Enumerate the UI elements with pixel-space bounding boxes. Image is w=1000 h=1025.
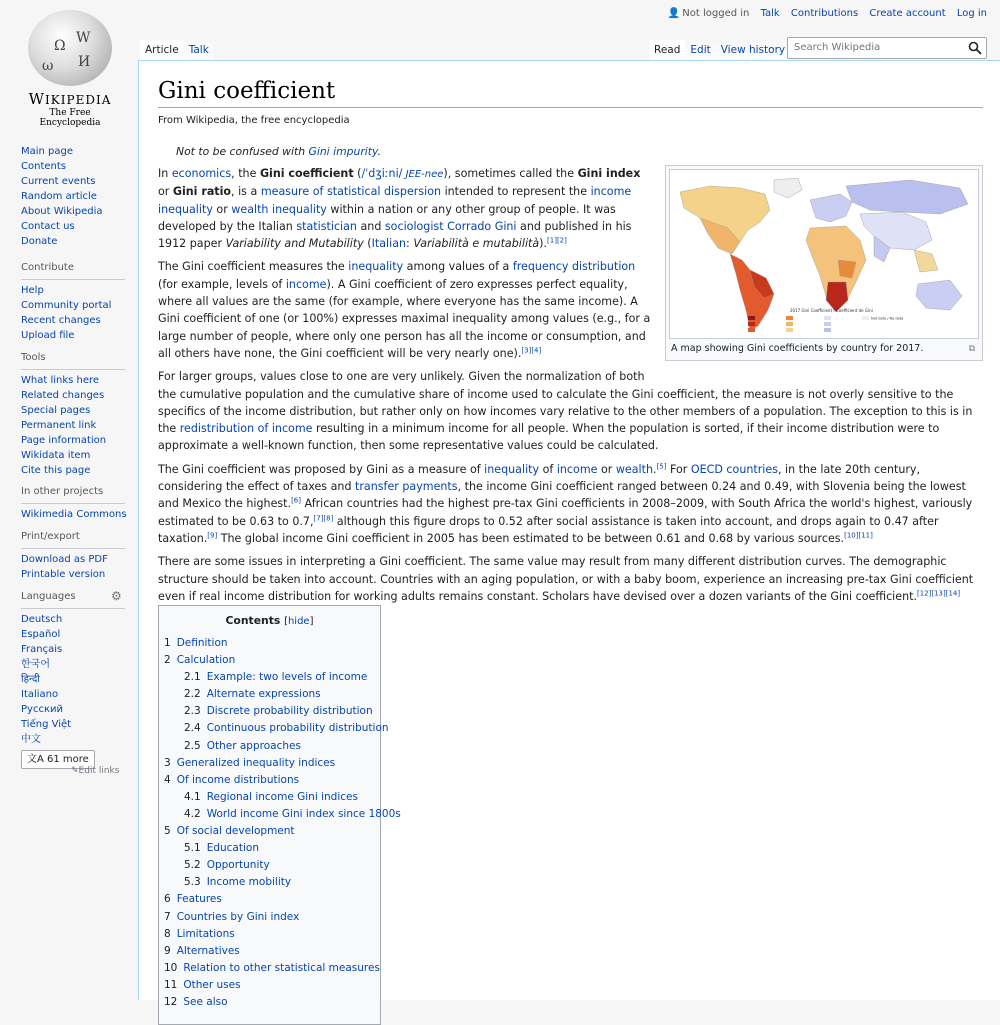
toc-number: 5.1 bbox=[184, 842, 201, 855]
link-income-inequality[interactable]: income inequality bbox=[158, 185, 632, 216]
article-body bbox=[158, 165, 983, 611]
tab-read[interactable]: Read bbox=[649, 40, 685, 63]
toc-item[interactable] bbox=[159, 806, 401, 823]
toc-number: 5.3 bbox=[184, 876, 201, 889]
translate-icon: 文A bbox=[27, 754, 44, 765]
toc-link[interactable]: Discrete probability distribution bbox=[206, 705, 373, 718]
toc-link[interactable]: Countries by Gini index bbox=[176, 910, 300, 923]
nav-tools bbox=[21, 350, 125, 478]
link-inequality-2[interactable]: inequality bbox=[484, 462, 540, 476]
puzzle-globe-icon: Ω W И ω bbox=[28, 10, 112, 86]
toc-link[interactable]: Features bbox=[176, 893, 222, 906]
toc-link[interactable]: Of income distributions bbox=[176, 773, 300, 786]
toc-item[interactable] bbox=[159, 755, 380, 772]
toc-number: 3 bbox=[164, 756, 171, 769]
toc-number: 2.3 bbox=[184, 705, 201, 718]
nav-permanent-link[interactable]: Permanent link bbox=[21, 420, 97, 431]
lang-chinese[interactable]: 中文 bbox=[21, 734, 41, 745]
link-statistician[interactable]: statistician bbox=[296, 219, 357, 233]
world-map-image bbox=[670, 170, 978, 338]
tools-heading: Tools bbox=[21, 352, 46, 363]
toc-item[interactable] bbox=[159, 703, 380, 720]
toc-link[interactable]: World income Gini index since 1800s bbox=[206, 807, 401, 820]
toc-link[interactable]: Other approaches bbox=[206, 739, 301, 752]
toc-number: 1 bbox=[164, 637, 171, 649]
nav-community-portal[interactable]: Community portal bbox=[21, 300, 112, 311]
page-title: Gini coefficient bbox=[158, 78, 336, 104]
toc-item[interactable] bbox=[159, 823, 380, 840]
toc-number: 6 bbox=[164, 893, 171, 906]
bold-gini-ratio: Gini ratio bbox=[172, 185, 232, 199]
bold-gini-coefficient: Gini coefficient bbox=[259, 167, 354, 180]
hatnote-suffix: . bbox=[377, 145, 381, 158]
lang-hindi[interactable]: हिन्दी bbox=[21, 674, 40, 685]
toc-title: Contents [hide] bbox=[225, 614, 314, 627]
nav-languages bbox=[21, 589, 125, 769]
toc-item[interactable] bbox=[159, 874, 380, 891]
search-icon[interactable] bbox=[968, 41, 982, 55]
content-area bbox=[138, 60, 1000, 1008]
toc-item[interactable] bbox=[159, 686, 380, 703]
toc-item[interactable] bbox=[159, 738, 380, 755]
nav-projects bbox=[21, 484, 127, 522]
logo-wordmark: WIKIPEDIA bbox=[28, 90, 112, 108]
link-oecd-countries[interactable]: OECD countries bbox=[690, 462, 778, 476]
ref-10-11[interactable]: [10][11] bbox=[844, 531, 873, 540]
toc-link[interactable]: Alternate expressions bbox=[206, 688, 321, 701]
user-icon: 👤 bbox=[667, 8, 681, 19]
nav-recent-changes[interactable]: Recent changes bbox=[21, 315, 101, 326]
toc-item[interactable] bbox=[159, 994, 380, 1011]
nav-main bbox=[21, 144, 103, 249]
toc-item[interactable] bbox=[159, 772, 380, 789]
link-inequality[interactable]: inequality bbox=[348, 260, 404, 274]
ref-3-4[interactable]: [3][4] bbox=[521, 346, 542, 355]
toc-item[interactable] bbox=[159, 720, 389, 737]
tab-view-history[interactable]: View history bbox=[716, 40, 790, 63]
nav-donate[interactable]: Donate bbox=[21, 236, 58, 247]
search-placeholder: Search Wikipedia bbox=[794, 42, 881, 53]
link-pronunciation[interactable]: JEE-nee bbox=[402, 169, 444, 180]
nav-main-page[interactable]: Main page bbox=[21, 146, 74, 157]
link-ipa[interactable]: /ˈdʒiːni/ bbox=[361, 167, 403, 180]
nav-current-events[interactable]: Current events bbox=[21, 176, 96, 187]
link-transfer-payments[interactable]: transfer payments bbox=[355, 480, 458, 494]
lang-italiano[interactable]: Italiano bbox=[21, 689, 59, 700]
hatnote-prefix: Not to be confused with bbox=[176, 145, 309, 158]
toc-link[interactable]: Relation to other statistical measures bbox=[183, 961, 380, 974]
toc-item[interactable] bbox=[159, 789, 380, 806]
logo-tagline: The Free Encyclopedia bbox=[39, 108, 101, 128]
toc-number: 10 bbox=[164, 961, 178, 974]
nav-upload-file[interactable]: Upload file bbox=[21, 330, 75, 341]
ref-7-8[interactable]: [7][8] bbox=[313, 513, 334, 522]
link-italian[interactable]: Italian bbox=[371, 237, 407, 251]
lang-vietnamese[interactable]: Tiếng Việt bbox=[21, 719, 72, 730]
link-income[interactable]: income bbox=[285, 277, 327, 291]
nav-contact[interactable]: Contact us bbox=[21, 221, 75, 232]
lang-korean[interactable]: 한국어 bbox=[21, 659, 50, 670]
toc-link[interactable]: Continuous probability distribution bbox=[206, 722, 389, 735]
toc-link[interactable]: Opportunity bbox=[206, 859, 270, 872]
tab-article[interactable]: Article bbox=[140, 40, 184, 63]
nav-what-links-here[interactable]: What links here bbox=[21, 375, 100, 386]
caption-text: A map showing Gini coefficients by country for 2017. bbox=[671, 343, 924, 354]
toc-number: 12 bbox=[164, 995, 178, 1008]
contributions-link[interactable]: Contributions bbox=[790, 8, 859, 19]
link-statistical-dispersion[interactable]: measure of statistical dispersion bbox=[260, 185, 442, 199]
toc-item[interactable] bbox=[159, 669, 380, 686]
paragraph-5: There are some issues in interpreting a Gini coefficient. The same value may result from many different distribution curves. The demographic structure should be taken into account. Countries with an aging population, or with a baby boom, experience an increasing pre-tax Gini coefficient even if real income distribution for working adults remains constant. Scholars have devised over a dozen variants of the Gini coefficient.[12][13][14] bbox=[158, 555, 974, 603]
toc-hide-toggle[interactable]: hide bbox=[287, 616, 310, 627]
nav-printable-version[interactable]: Printable version bbox=[21, 569, 106, 580]
table-of-contents bbox=[158, 605, 401, 1025]
toc-number: 2.4 bbox=[184, 722, 201, 735]
not-logged-in bbox=[668, 8, 750, 19]
bold-gini-index: Gini index bbox=[577, 167, 641, 180]
projects-heading: In other projects bbox=[21, 486, 104, 497]
lang-francais[interactable]: Français bbox=[21, 644, 63, 655]
contribute-heading: Contribute bbox=[21, 262, 75, 273]
toc-item[interactable] bbox=[159, 652, 380, 669]
nav-related-changes[interactable]: Related changes bbox=[21, 390, 105, 401]
link-sociologist[interactable]: sociologist bbox=[384, 219, 444, 233]
toc-item[interactable] bbox=[159, 840, 380, 857]
search-input[interactable] bbox=[787, 37, 987, 59]
nav-random-article[interactable]: Random article bbox=[21, 191, 97, 202]
edit-links-label: Edit links bbox=[78, 766, 120, 776]
link-wealth[interactable]: wealth bbox=[615, 462, 654, 476]
link-frequency-distribution[interactable]: frequency distribution bbox=[512, 260, 636, 274]
toc-item[interactable] bbox=[159, 891, 380, 908]
nav-contribute bbox=[21, 260, 125, 343]
toc-link[interactable]: Other uses bbox=[183, 978, 241, 991]
toc-link[interactable]: Definition bbox=[176, 637, 228, 649]
gini-impurity-link[interactable]: Gini impurity bbox=[308, 145, 378, 158]
paper-title-italian: Variabilità e mutabilità bbox=[413, 237, 540, 251]
nav-print bbox=[21, 529, 125, 582]
nav-cite-page[interactable]: Cite this page bbox=[21, 465, 91, 476]
toc-number: 11 bbox=[164, 978, 178, 991]
languages-heading: Languages bbox=[21, 591, 76, 602]
ref-12-14[interactable]: [12][13][14] bbox=[917, 589, 961, 598]
nav-about[interactable]: About Wikipedia bbox=[21, 206, 103, 217]
toc-heading: Contents bbox=[225, 614, 281, 627]
toc-number: 4.2 bbox=[184, 807, 201, 820]
toc-link[interactable]: Limitations bbox=[176, 927, 235, 940]
toc-number: 2.2 bbox=[184, 688, 201, 701]
toc-item[interactable] bbox=[159, 977, 380, 994]
language-settings-gear-icon[interactable]: ⚙ bbox=[111, 589, 122, 603]
enlarge-icon[interactable]: ⧉ bbox=[968, 344, 975, 354]
toc-link[interactable]: See also bbox=[183, 995, 228, 1008]
more-languages-label: 61 more bbox=[47, 754, 89, 765]
nav-help[interactable]: Help bbox=[21, 285, 44, 296]
ref-5[interactable]: [5] bbox=[656, 462, 667, 471]
toc-link[interactable]: Regional income Gini indices bbox=[206, 790, 358, 803]
nav-wikidata-item[interactable]: Wikidata item bbox=[21, 450, 91, 461]
link-redistribution-of-income[interactable]: redistribution of income bbox=[179, 422, 313, 436]
ref-1-2[interactable]: [1][2] bbox=[547, 236, 567, 245]
ref-6[interactable]: [6] bbox=[291, 496, 301, 505]
toc-link[interactable]: Income mobility bbox=[206, 876, 292, 889]
lang-espanol[interactable]: Español bbox=[21, 629, 61, 640]
personal-tools bbox=[660, 8, 987, 19]
link-income-2[interactable]: income bbox=[556, 462, 598, 476]
nav-page-information[interactable]: Page information bbox=[21, 435, 107, 446]
toc-number: 8 bbox=[164, 927, 171, 940]
toc-number: 5 bbox=[164, 825, 171, 838]
not-logged-in-label: Not logged in bbox=[682, 8, 750, 19]
figure-gini-map bbox=[665, 165, 983, 361]
toc-number: 2.5 bbox=[184, 739, 201, 752]
toc-item[interactable] bbox=[159, 960, 380, 977]
toc-list bbox=[159, 635, 401, 1011]
login-link[interactable]: Log in bbox=[956, 8, 987, 19]
link-corrado-gini[interactable]: Corrado Gini bbox=[447, 219, 517, 233]
nav-wikimedia-commons[interactable]: Wikimedia Commons bbox=[21, 509, 127, 520]
nav-special-pages[interactable]: Special pages bbox=[21, 405, 91, 416]
gini-world-map[interactable] bbox=[669, 169, 979, 339]
figure-caption bbox=[669, 339, 979, 357]
create-account-link[interactable]: Create account bbox=[869, 8, 946, 19]
toc-number: 4 bbox=[164, 773, 171, 786]
link-economics[interactable]: economics bbox=[171, 167, 232, 180]
tab-edit[interactable]: Edit bbox=[685, 40, 715, 63]
nav-contents[interactable]: Contents bbox=[21, 161, 66, 172]
toc-number: 2.1 bbox=[184, 671, 201, 684]
toc-link[interactable]: Alternatives bbox=[176, 944, 240, 957]
toc-item[interactable] bbox=[159, 635, 380, 652]
sidebar bbox=[0, 0, 138, 1000]
toc-number: 9 bbox=[164, 944, 171, 957]
toc-link[interactable]: Example: two levels of income bbox=[206, 671, 368, 684]
lang-russian[interactable]: Русский bbox=[21, 704, 63, 715]
personal-talk-link[interactable]: Talk bbox=[760, 8, 780, 19]
toc-link[interactable]: Calculation bbox=[176, 654, 236, 667]
paragraph-4: The Gini coefficient was proposed by Gini as a measure of inequality of income or wealth.[5] For OECD countries, in the late 20th century, considering the effect of taxes and transfer payments, the income Gini coefficient ranged between 0.24 and 0.49, with Slovenia being the lowest and Mexico the highest.[6] African countries had the highest pre-tax Gini coefficients in 2008–2009, with South Africa the world's highest, variously estimated to be 0.63 to 0.7,[7][8] although this figure drops to 0.52 after social assistance is taken into account, and drops again to 0.47 after taxation.[9] The global income Gini coefficient in 2005 has been estimated to be between 0.61 and 0.68 by various sources.[10][11] bbox=[158, 462, 973, 545]
toc-number: 5.2 bbox=[184, 859, 201, 872]
map-title: 2017 Gini Coefficient / Coefficient de Gini bbox=[790, 308, 873, 313]
toc-item[interactable] bbox=[159, 909, 380, 926]
toc-link[interactable]: Education bbox=[206, 842, 259, 855]
toc-number: 7 bbox=[164, 910, 171, 923]
nav-download-pdf[interactable]: Download as PDF bbox=[21, 554, 108, 565]
link-wealth-inequality[interactable]: wealth inequality bbox=[231, 202, 327, 216]
map-legend-note: Not data / No data bbox=[871, 316, 904, 321]
paragraph-2: The Gini coefficient measures the inequality among values of a frequency distribution (for example, levels of income). A Gini coefficient of zero expresses perfect equality, where all values are the same (for example, where everyone has the same income). A Gini coefficient of one (or 100%) expresses maximal inequality among values (e.g., for a large number of people, where only one person has all the income or consumption, and all others have none, the Gini coefficient will be very nearly one).[3][4] bbox=[158, 260, 651, 360]
paragraph-3: For larger groups, values close to one are very unlikely. Given the normalization of both the cumulative population and the cumulative share of income used to calculate the Gini coefficient, the measure is not overly sensitive to the specifics of the income distribution, but rather only on how incomes vary relative to the other members of a population. The exception to this is in the redistribution of income resulting in a minimum income for all people. When the population is sorted, if their income distribution were to approximate a well-known function, then some representative values could be calculated. bbox=[158, 370, 973, 453]
pencil-icon: ✎ bbox=[71, 766, 79, 776]
wikipedia-logo[interactable] bbox=[20, 10, 120, 128]
paragraph-1: In economics, the Gini coefficient (/ˈdʒiːni/ JEE-nee), sometimes called the Gini index or Gini ratio, is a measure of statistical dispersion intended to represent the income inequality or wealth inequality within a nation or any other group of people. It was developed by the Italian statistician and sociologist Corrado Gini and published in his 1912 paper Variability and Mutability (Italian: Variabilità e mutabilità).[1][2] bbox=[158, 167, 641, 251]
toc-item[interactable] bbox=[159, 926, 380, 943]
print-heading: Print/export bbox=[21, 531, 80, 542]
site-tagline: From Wikipedia, the free encyclopedia bbox=[158, 115, 350, 126]
hatnote bbox=[176, 145, 381, 158]
tab-talk[interactable]: Talk bbox=[184, 40, 214, 63]
paper-title: Variability and Mutability bbox=[225, 237, 364, 251]
lang-deutsch[interactable]: Deutsch bbox=[21, 614, 63, 625]
toc-link[interactable]: Of social development bbox=[176, 825, 295, 838]
toc-item[interactable] bbox=[159, 943, 380, 960]
toc-link[interactable]: Generalized inequality indices bbox=[176, 756, 336, 769]
ref-9[interactable]: [9] bbox=[207, 531, 218, 540]
toc-number: 2 bbox=[164, 654, 171, 667]
toc-item[interactable] bbox=[159, 857, 380, 874]
edit-links[interactable] bbox=[71, 766, 119, 776]
toc-number: 4.1 bbox=[184, 790, 201, 803]
